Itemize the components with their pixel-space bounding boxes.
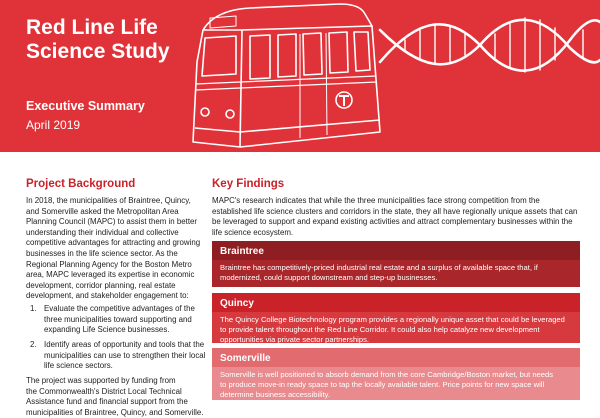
text-line: to produce move-in ready space to tap the locally available talent. Price points for new space will — [220, 380, 545, 389]
text-line: opportunities via private sector partnerships. — [220, 335, 369, 344]
background-intro — [26, 196, 206, 302]
text-line: be leveraged to support and expand existing activities and attract complementary businesses within the — [212, 217, 573, 227]
finding-box-body — [212, 312, 580, 343]
findings-intro — [212, 196, 584, 238]
red-line-train-illustration — [193, 4, 380, 147]
key-findings-heading: Key Findings — [212, 178, 285, 190]
title-line-2: Science Study — [26, 40, 170, 63]
text-line: Evaluate the competitive advantages of the — [44, 304, 195, 313]
project-background-heading: Project Background — [26, 178, 136, 190]
text-line: Assistance fund and financial support from the — [26, 397, 188, 407]
list-item-evaluate — [44, 304, 195, 336]
text-line: Planning Council (MAPC) to assist them in better — [26, 217, 198, 227]
text-line: development, corridor planning, real estate — [26, 280, 176, 290]
text-line: Somerville is well positioned to absorb demand from the core Cambridge/Boston market, but needs — [220, 370, 554, 379]
text-line: the Commonwealth's District Local Technical — [26, 386, 182, 396]
finding-box-braintree — [212, 241, 580, 287]
list-item-identify — [44, 340, 205, 372]
finding-box-title: Somerville — [212, 348, 580, 367]
text-line: In 2018, the municipalities of Braintree, Quincy, — [26, 196, 191, 205]
text-line: The Quincy College Biotechnology program provides a regionally unique asset that could be leveraged — [220, 315, 565, 324]
text-line: MAPC's research indicates that while the three municipalities face strong competition from the — [212, 196, 540, 205]
background-funding — [26, 376, 208, 418]
text-line: determine business accessibility. — [220, 390, 331, 399]
text-line: expanding Life Science businesses. — [44, 325, 170, 335]
document-date: April 2019 — [26, 118, 81, 132]
finding-box-quincy — [212, 293, 580, 343]
text-line: life science ecosystem. — [212, 227, 294, 237]
text-line: life science sectors. — [44, 361, 113, 371]
title-line-1: Red Line Life — [26, 16, 158, 39]
finding-box-title: Quincy — [212, 293, 580, 312]
list-number: 2. — [30, 340, 37, 349]
text-line: area, MAPC leveraged its expertise in economic — [26, 270, 195, 280]
text-line: The project was supported by funding from — [26, 376, 176, 385]
text-line: competitive advantages for attracting and growing — [26, 238, 201, 248]
finding-box-body — [212, 260, 580, 287]
text-line: to provide talent throughout the Red Line Corridor. It could also help catalyze new development — [220, 325, 540, 334]
banner-illustration — [0, 0, 600, 152]
list-number: 1. — [30, 304, 37, 313]
text-line: understanding their individual and collective — [26, 227, 179, 237]
text-line: three municipalities toward supporting and — [44, 314, 192, 324]
finding-box-somerville — [212, 348, 580, 400]
text-line: modernized, could support downstream and step-up businesses. — [220, 273, 438, 282]
document-subtitle: Executive Summary — [26, 99, 145, 113]
dna-helix-illustration — [380, 18, 600, 72]
header-banner — [0, 0, 600, 152]
text-line: municipalities can use to strengthen their local — [44, 350, 206, 360]
finding-box-body — [212, 367, 580, 400]
text-line: municipalities of Braintree, Quincy, and Somerville. — [26, 407, 204, 417]
t-logo-icon — [336, 92, 352, 108]
text-line: established life science clusters and corridors in the state, they all have regionally unique assets that can — [212, 206, 578, 216]
text-line: Identify areas of opportunity and tools that the — [44, 340, 205, 349]
text-line: Regional Planning Agency for the Boston Metro — [26, 259, 192, 269]
text-line: development, and stakeholder engagement to: — [26, 291, 189, 301]
text-line: Braintree has competitively-priced industrial real estate and a surplus of available space that, if — [220, 263, 538, 272]
text-line: and Somerville asked the Metropolitan Area — [26, 206, 179, 216]
finding-box-title: Braintree — [212, 241, 580, 260]
text-line: businesses in the life science sector. As the — [26, 248, 178, 258]
